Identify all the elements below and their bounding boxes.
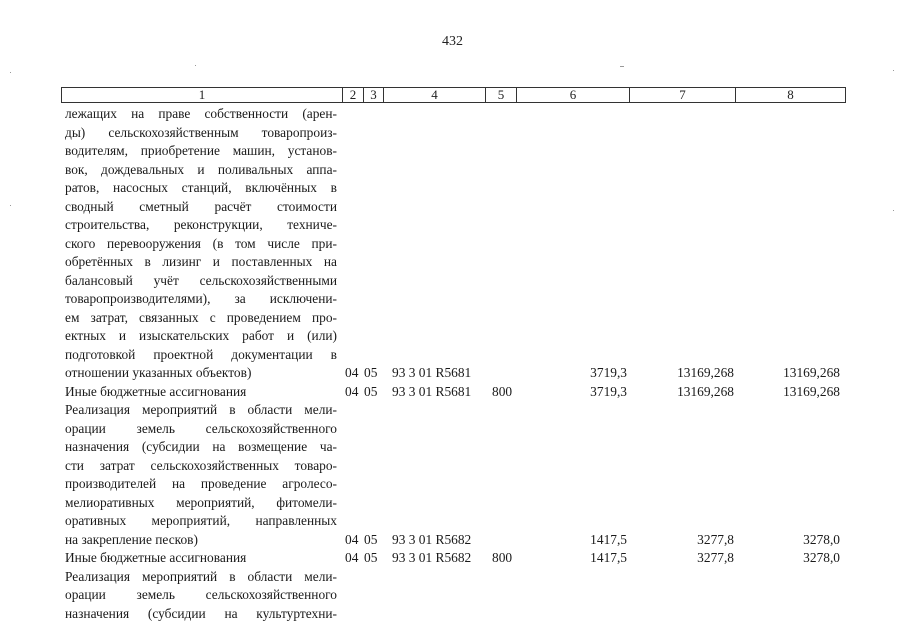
row-amount-col6: 1417,5: [590, 550, 627, 565]
row-razdel: 04: [345, 550, 359, 565]
row-podrazdel: 05: [364, 383, 378, 399]
row-description: лежащих на праве собственности (арен-: [65, 106, 337, 121]
scan-speck: [893, 210, 894, 211]
row-description: обретённых в лизинг и поставленных на: [65, 254, 337, 269]
table-row: [0, 420, 905, 439]
scan-speck: [10, 205, 11, 206]
row-description: на закрепление песков): [65, 531, 198, 547]
row-podrazdel: 05: [364, 531, 378, 547]
header-col-6: 6: [517, 88, 630, 102]
row-description: сти затрат сельскохозяйственных товаро-: [65, 457, 337, 473]
row-description: ем затрат, связанных с проведением про-: [65, 309, 337, 325]
row-description: орации земель сельскохозяйственного: [65, 587, 337, 602]
header-col-7: 7: [630, 88, 736, 102]
row-amount-col6: 3719,3: [590, 383, 627, 399]
table-row: [0, 549, 905, 568]
table-row: [0, 253, 905, 272]
page-number: 432: [442, 34, 463, 49]
table-row: [0, 586, 905, 605]
row-description: подготовкой проектной документации в: [65, 346, 337, 362]
row-description: ского перевооружения (в том числе при-: [65, 235, 337, 251]
row-description: оративных мероприятий, направленных: [65, 513, 337, 528]
row-description: Иные бюджетные ассигнования: [65, 383, 247, 399]
table-row: [0, 364, 905, 383]
row-amount-col7: 3277,8: [697, 531, 734, 547]
table-row: [0, 346, 905, 365]
table-row: [0, 568, 905, 587]
row-target-article: 93 3 01 R5682: [392, 531, 472, 547]
row-amount-col6: 3719,3: [590, 365, 627, 380]
row-description: производителей на проведение агролесо-: [65, 476, 337, 491]
row-amount-col7: 3277,8: [697, 550, 734, 565]
row-description: назначения (субсидии на возмещение ча-: [65, 439, 337, 454]
table-row: [0, 235, 905, 254]
header-col-1: 1: [62, 88, 343, 102]
row-description: назначения (субсидии на культуртехни-: [65, 605, 337, 621]
table-row: [0, 383, 905, 402]
row-description: балансовый учёт сельскохозяйственными: [65, 272, 337, 288]
row-amount-col8: 13169,268: [783, 383, 840, 399]
row-description: Иные бюджетные ассигнования: [65, 550, 247, 565]
table-row: [0, 290, 905, 309]
table-row: [0, 161, 905, 180]
table-row: [0, 124, 905, 143]
table-row: [0, 605, 905, 624]
row-expense-type: 800: [492, 383, 513, 399]
table-row: [0, 438, 905, 457]
scan-speck: [620, 66, 624, 67]
table-row: [0, 401, 905, 420]
row-description: ратов, насосных станций, включённых в: [65, 180, 337, 195]
table-row: [0, 531, 905, 550]
row-description: водителям, приобретение машин, установ-: [65, 143, 337, 158]
row-razdel: 04: [345, 531, 359, 547]
table-row: [0, 272, 905, 291]
row-podrazdel: 05: [364, 550, 378, 565]
row-razdel: 04: [345, 383, 359, 399]
row-description: вок, дождевальных и поливальных аппа-: [65, 161, 337, 177]
table-row: [0, 457, 905, 476]
row-amount-col6: 1417,5: [590, 531, 627, 547]
row-target-article: 93 3 01 R5681: [392, 383, 472, 399]
table-header-row: [61, 87, 846, 103]
row-podrazdel: 05: [364, 365, 378, 380]
row-amount-col8: 3278,0: [803, 550, 840, 565]
scan-speck: [195, 65, 196, 66]
table-row: [0, 475, 905, 494]
row-amount-col7: 13169,268: [677, 365, 734, 380]
table-row: [0, 105, 905, 124]
row-description: строительства, реконструкции, техниче-: [65, 217, 337, 232]
scan-speck: [893, 70, 894, 71]
row-razdel: 04: [345, 365, 359, 380]
table-row: [0, 309, 905, 328]
row-description: ды) сельскохозяйственным товаропроиз-: [65, 124, 337, 140]
row-target-article: 93 3 01 R5682: [392, 550, 472, 565]
row-amount-col8: 3278,0: [803, 531, 840, 547]
row-description: сводный сметный расчёт стоимости: [65, 198, 337, 214]
header-col-8: 8: [787, 87, 794, 102]
header-col-2: 2: [343, 88, 364, 102]
row-description: Реализация мероприятий в области мели-: [65, 402, 337, 417]
scan-speck: [10, 72, 11, 73]
header-col-4: 4: [384, 88, 486, 102]
row-description: орации земель сельскохозяйственного: [65, 420, 337, 436]
row-description: Реализация мероприятий в области мели-: [65, 568, 337, 584]
table-row: [0, 198, 905, 217]
row-description: отношении указанных объектов): [65, 365, 252, 380]
header-col-3: 3: [364, 88, 384, 102]
table-row: [0, 512, 905, 531]
row-expense-type: 800: [492, 550, 513, 565]
table-row: [0, 494, 905, 513]
row-description: ектных и изыскательских работ и (или): [65, 328, 337, 343]
row-description: мелиоративных мероприятий, фитомели-: [65, 494, 337, 510]
table-row: [0, 216, 905, 235]
row-description: товаропроизводителями), за исключени-: [65, 291, 337, 306]
header-col-5: 5: [486, 88, 517, 102]
row-target-article: 93 3 01 R5681: [392, 365, 472, 380]
table-row: [0, 327, 905, 346]
row-amount-col7: 13169,268: [677, 383, 734, 399]
row-amount-col8: 13169,268: [783, 365, 840, 380]
table-row: [0, 179, 905, 198]
table-row: [0, 142, 905, 161]
